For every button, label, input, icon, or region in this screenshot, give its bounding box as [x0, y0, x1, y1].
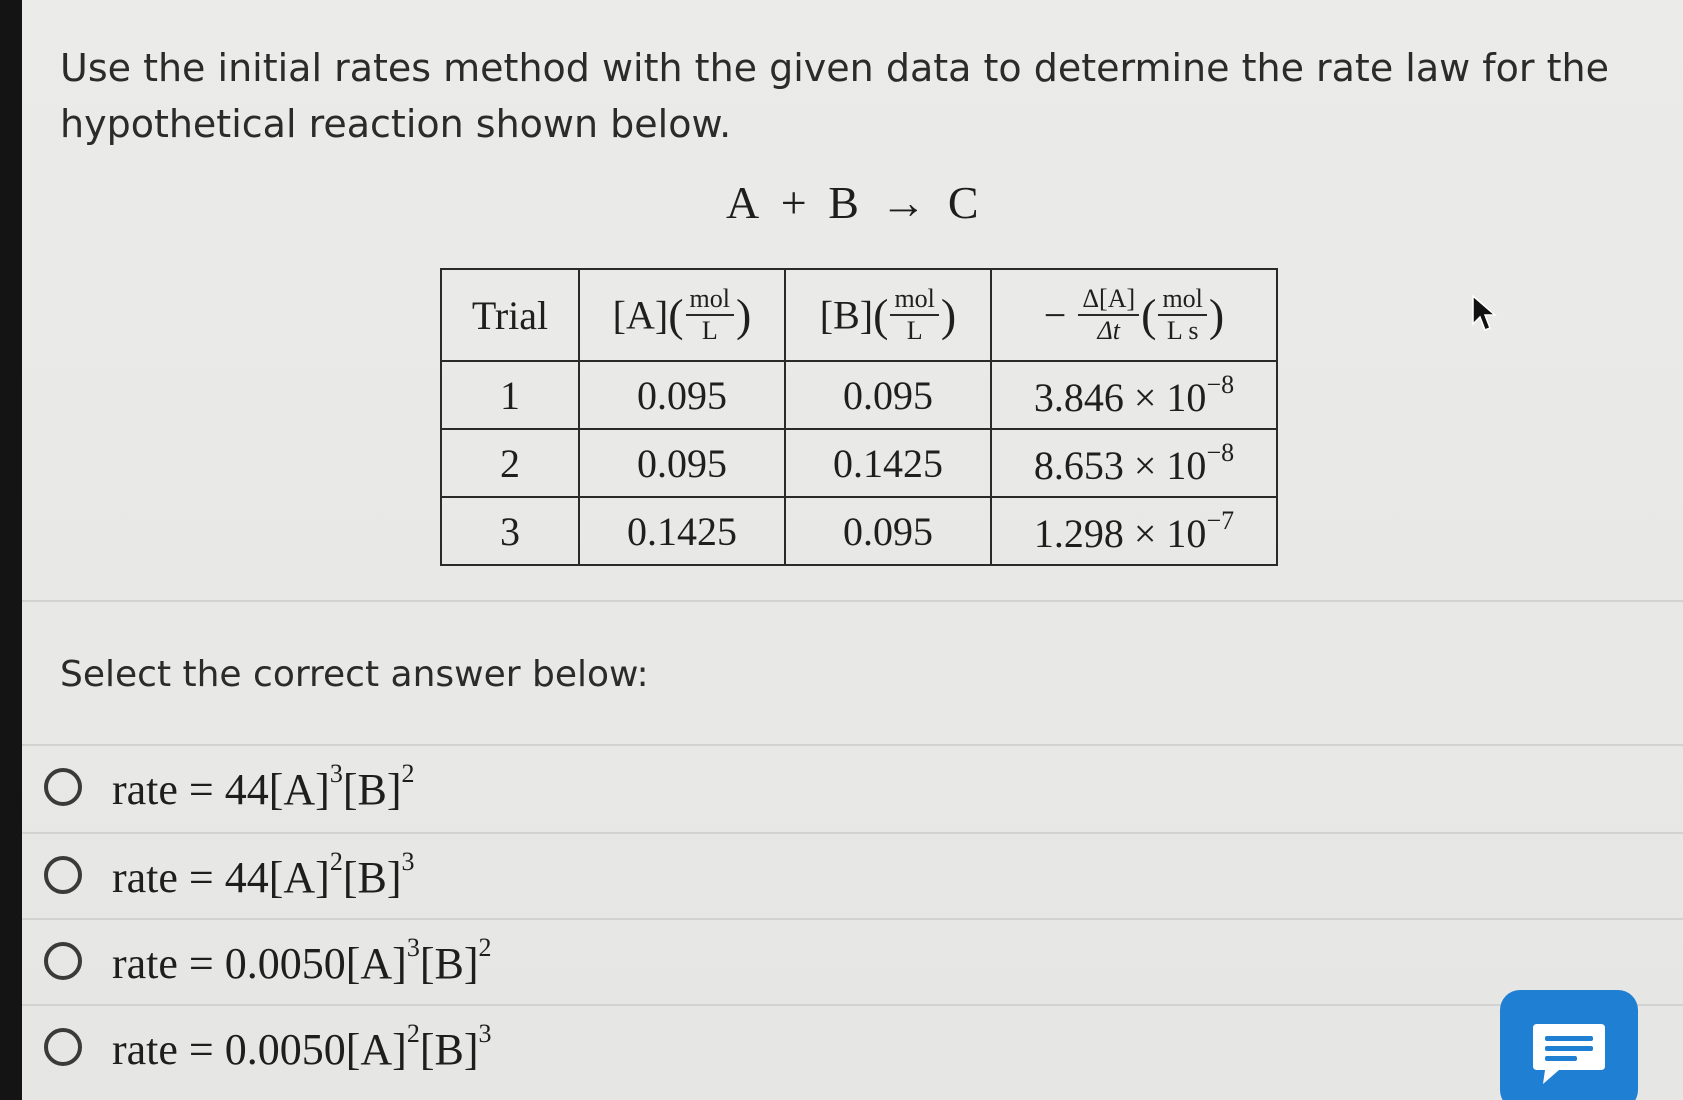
rate-data-table — [440, 268, 1278, 566]
cell-rate: $1.298 \times 10^{-7}$ — [991, 497, 1277, 565]
option-divider — [22, 832, 1683, 834]
chat-feedback-icon — [1529, 1020, 1609, 1090]
question-page — [22, 0, 1683, 1100]
table-header-row — [441, 269, 1277, 361]
table-row — [441, 429, 1277, 497]
cell-conc-b: 0.095 — [785, 497, 991, 565]
header-concentration-a: [A]( $\frac{\text{mol}}{L}$ ) — [579, 269, 785, 361]
answer-option-label: rate = $0.0050[A]^3[B]^2$ — [112, 933, 492, 988]
option-divider — [22, 744, 1683, 746]
cell-conc-a: 0.095 — [579, 429, 785, 497]
cell-conc-a: 0.1425 — [579, 497, 785, 565]
radio-button[interactable] — [44, 856, 82, 894]
table-row — [441, 361, 1277, 429]
reaction-arrow: → — [880, 177, 928, 228]
cell-conc-b: 0.1425 — [785, 429, 991, 497]
radio-button[interactable] — [44, 942, 82, 980]
header-rate: − $\frac{\Delta[A]}{\Delta t}$ ( $\frac{\text{mol}}{\text{L s}}$ ) — [991, 269, 1277, 361]
option-divider — [22, 918, 1683, 920]
chat-feedback-button[interactable] — [1500, 990, 1638, 1100]
answer-option-4[interactable] — [44, 1012, 944, 1082]
radio-button[interactable] — [44, 768, 82, 806]
answer-prompt: Select the correct answer below: — [60, 654, 649, 695]
header-concentration-b: [B]( $\frac{\text{mol}}{L}$ ) — [785, 269, 991, 361]
cell-rate: $8.653 \times 10^{-8}$ — [991, 429, 1277, 497]
question-prompt: Use the initial rates method with the given data to determine the rate law for the hypothetical reaction shown below. — [60, 46, 1609, 146]
section-divider — [22, 600, 1683, 602]
plus-sign: + — [780, 177, 808, 228]
product-c: C — [947, 177, 980, 228]
header-trial: Trial — [441, 269, 579, 361]
mouse-pointer-icon — [1470, 294, 1500, 334]
cell-conc-b: 0.095 — [785, 361, 991, 429]
screen-bezel — [0, 0, 22, 1100]
reactant-b: B — [828, 177, 860, 228]
answer-option-3[interactable] — [44, 926, 944, 996]
answer-option-2[interactable] — [44, 840, 944, 910]
answer-option-label: rate = $44[A]^3[B]^2$ — [112, 759, 415, 814]
answer-option-1[interactable] — [44, 752, 944, 822]
cell-trial: 2 — [441, 429, 579, 497]
reaction-equation — [722, 176, 984, 229]
table-row — [441, 497, 1277, 565]
cell-trial: 3 — [441, 497, 579, 565]
cell-rate: $3.846 \times 10^{-8}$ — [991, 361, 1277, 429]
reactant-a: A — [726, 177, 761, 228]
radio-button[interactable] — [44, 1028, 82, 1066]
cell-trial: 1 — [441, 361, 579, 429]
option-divider — [22, 1004, 1683, 1006]
answer-option-label: rate = $44[A]^2[B]^3$ — [112, 847, 415, 902]
cell-conc-a: 0.095 — [579, 361, 785, 429]
answer-option-label: rate = $0.0050[A]^2[B]^3$ — [112, 1019, 492, 1074]
